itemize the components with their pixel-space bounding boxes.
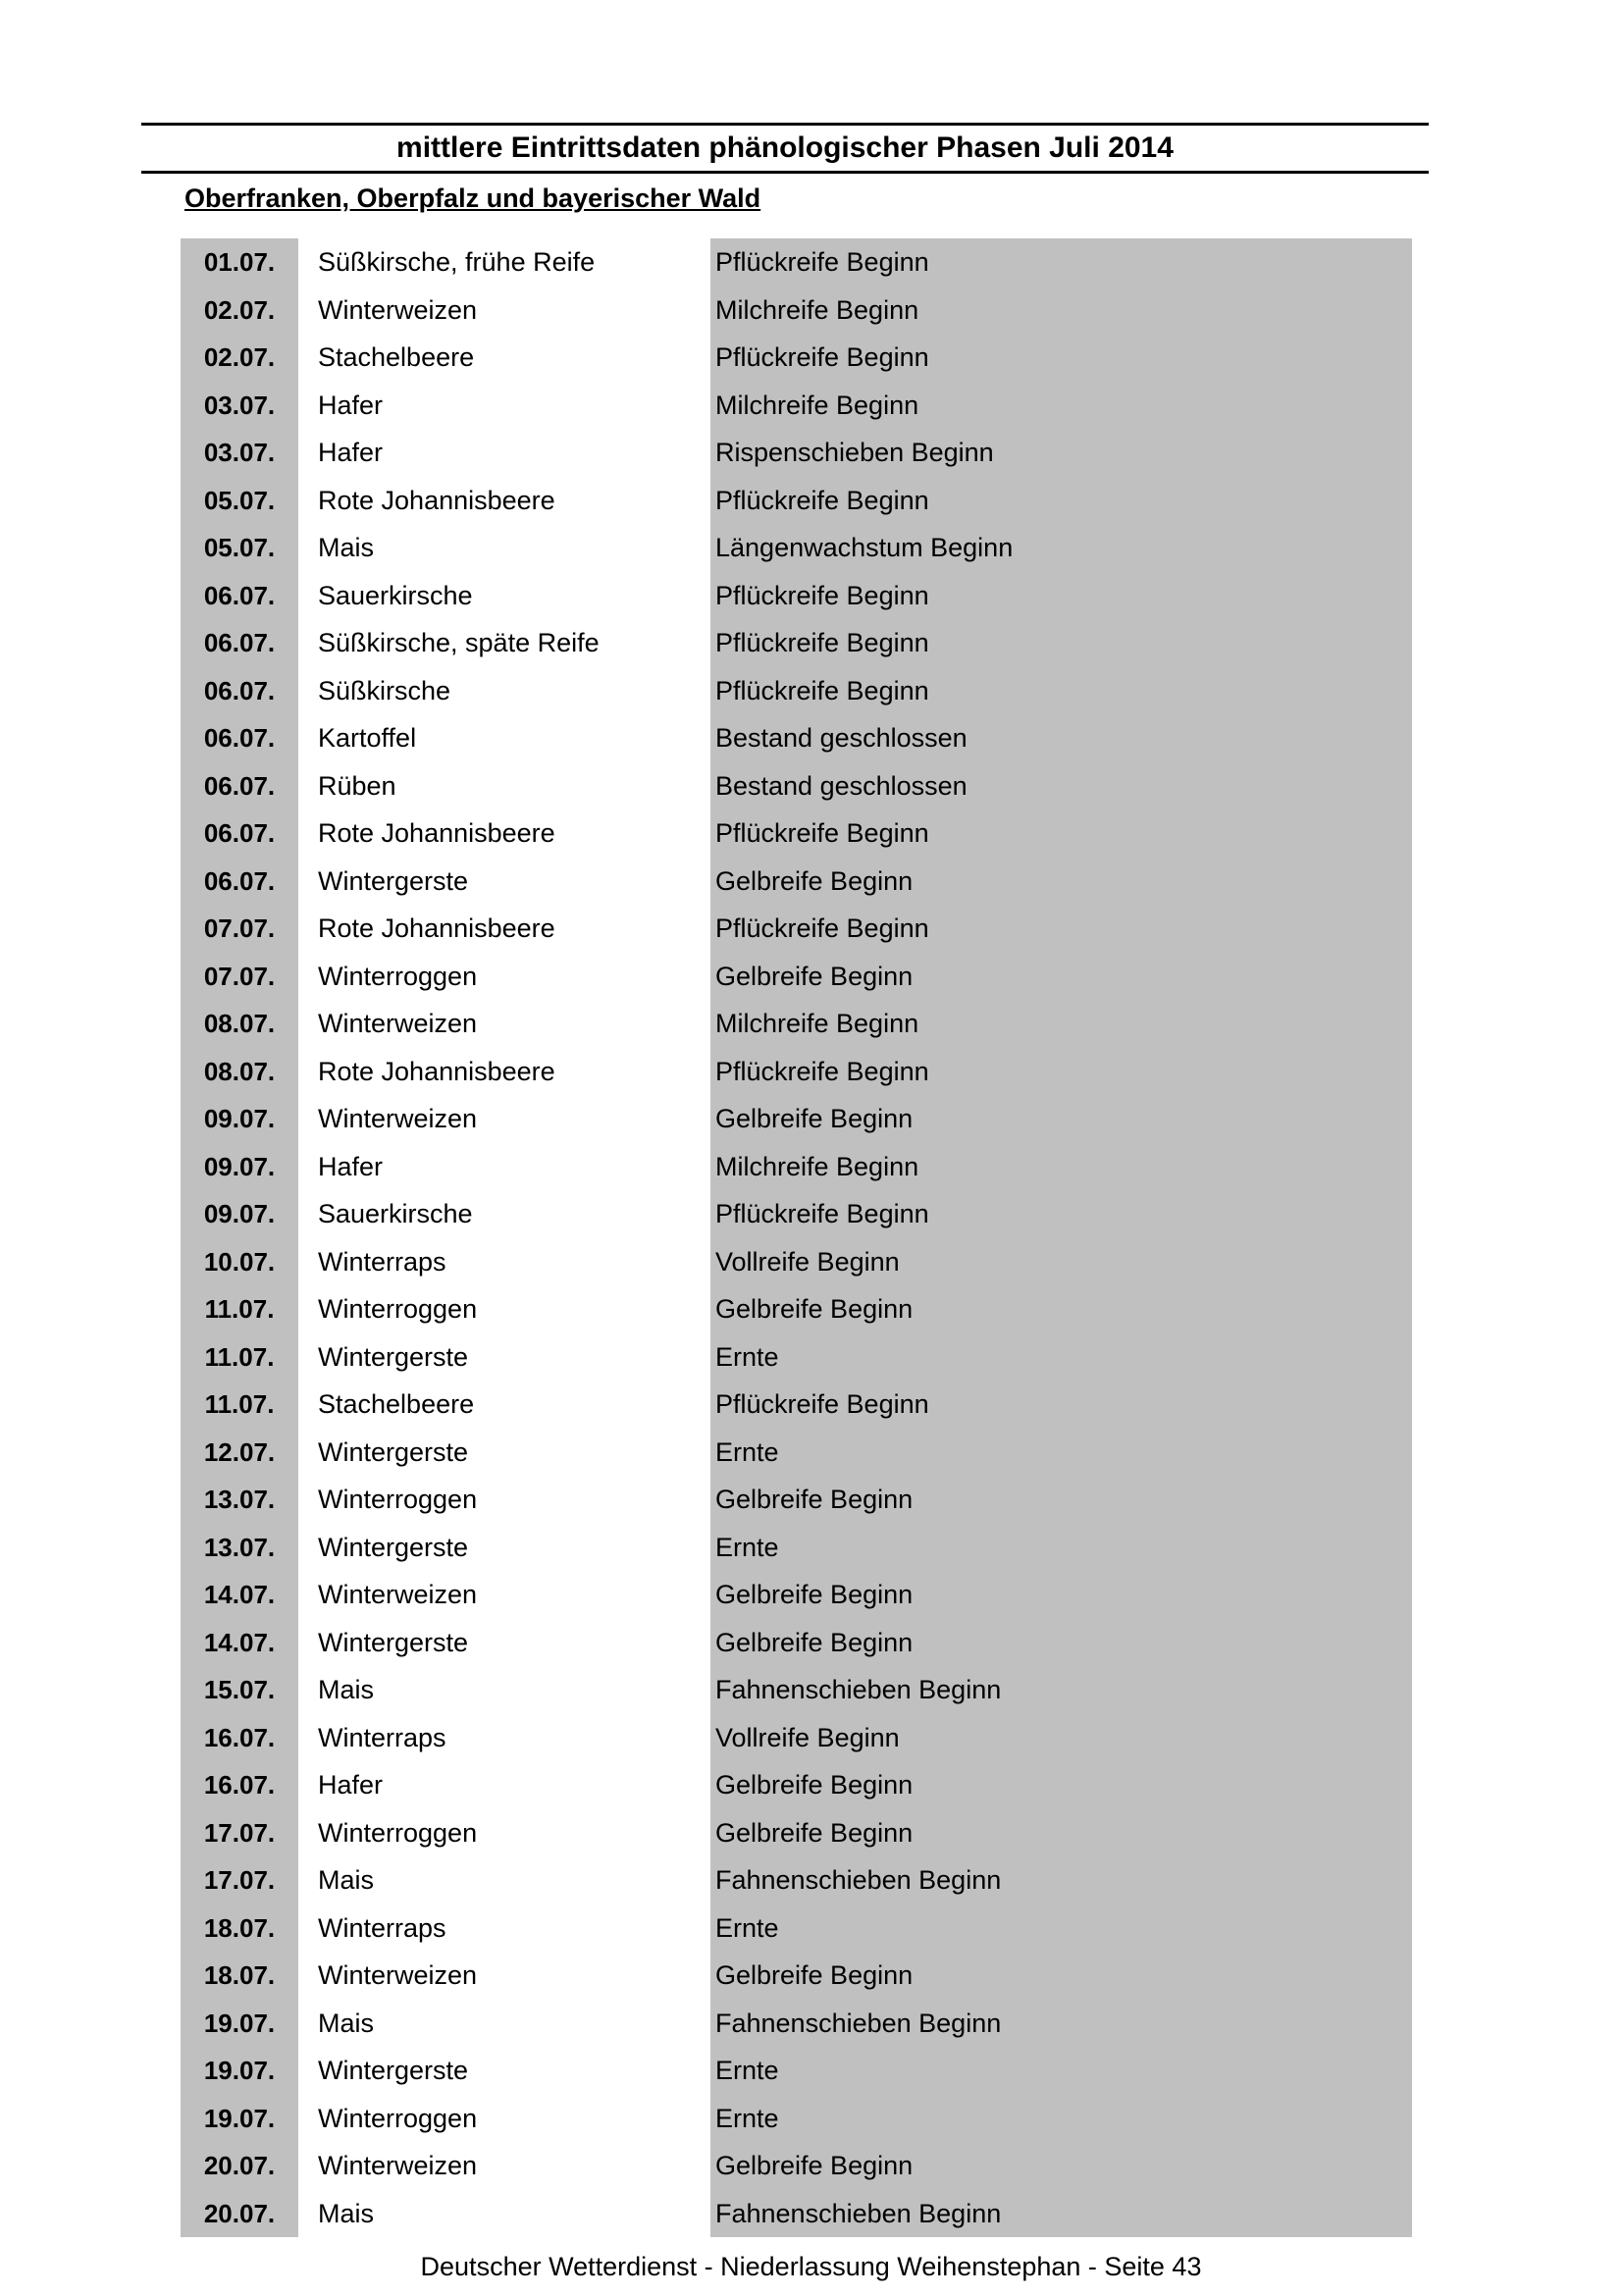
table-row (181, 905, 1412, 953)
table-row (181, 1095, 1412, 1143)
phase-cell: Pflückreife Beginn (710, 1190, 1412, 1238)
date-cell: 08.07. (181, 1000, 298, 1048)
date-cell: 15.07. (181, 1666, 298, 1714)
phase-cell: Pflückreife Beginn (710, 572, 1412, 620)
plant-cell: Winterweizen (318, 1580, 478, 1609)
date-cell: 06.07. (181, 572, 298, 620)
phase-cell: Pflückreife Beginn (710, 809, 1412, 858)
plant-cell: Wintergerste (318, 1436, 469, 1467)
phase-cell: Milchreife Beginn (710, 382, 1412, 430)
table-row (181, 1619, 1412, 1667)
date-cell: 09.07. (181, 1095, 298, 1143)
phase-cell: Milchreife Beginn (710, 1000, 1412, 1048)
date-cell: 01.07. (181, 238, 298, 287)
plant-cell: Stachelbeere (318, 342, 475, 372)
table-row (181, 1714, 1412, 1762)
phase-cell: Längenwachstum Beginn (710, 524, 1412, 572)
date-cell: 13.07. (181, 1476, 298, 1524)
plant-cell: Winterroggen (318, 1485, 478, 1514)
date-cell: 11.07. (181, 1381, 298, 1429)
phase-cell: Ernte (710, 1524, 1412, 1572)
plant-cell: Winterweizen (318, 2151, 478, 2180)
plant-cell: Hafer (318, 438, 384, 467)
table-row (181, 382, 1412, 430)
phase-cell: Bestand geschlossen (710, 714, 1412, 762)
phase-cell: Ernte (710, 1429, 1412, 1477)
phase-cell: Gelbreife Beginn (710, 858, 1412, 906)
table-row (181, 2000, 1412, 2048)
plant-cell: Sauerkirsche (318, 580, 473, 610)
plant-cell: Winterroggen (318, 1294, 478, 1324)
phase-cell: Milchreife Beginn (710, 287, 1412, 335)
table-row (181, 1476, 1412, 1524)
date-cell: 06.07. (181, 619, 298, 667)
plant-cell: Winterraps (318, 1722, 446, 1752)
date-cell: 03.07. (181, 429, 298, 477)
date-cell: 06.07. (181, 858, 298, 906)
plant-cell: Hafer (318, 1770, 384, 1800)
phase-cell: Ernte (710, 1333, 1412, 1382)
date-cell: 09.07. (181, 1190, 298, 1238)
plant-cell: Kartoffel (318, 723, 417, 753)
plant-cell: Winterraps (318, 1912, 446, 1943)
table-row (181, 1856, 1412, 1905)
plant-cell: Süßkirsche, späte Reife (318, 628, 600, 657)
date-cell: 19.07. (181, 2000, 298, 2048)
phase-cell: Gelbreife Beginn (710, 2142, 1412, 2190)
phase-cell: Gelbreife Beginn (710, 1571, 1412, 1619)
phase-cell: Gelbreife Beginn (710, 1285, 1412, 1333)
plant-cell: Rüben (318, 770, 396, 801)
table-row (181, 1238, 1412, 1286)
page-footer: Deutscher Wetterdienst - Niederlassung Weihenstephan - Seite 43 (420, 2252, 1202, 2281)
plant-cell: Rote Johannisbeere (318, 818, 555, 848)
date-cell: 14.07. (181, 1619, 298, 1667)
plant-cell: Rote Johannisbeere (318, 913, 555, 943)
table-row (181, 1190, 1412, 1238)
plant-cell: Mais (318, 533, 375, 562)
table-row (181, 1952, 1412, 2000)
phase-cell: Gelbreife Beginn (710, 953, 1412, 1001)
date-cell: 18.07. (181, 1952, 298, 2000)
table-row (181, 1809, 1412, 1857)
plant-cell: Winterroggen (318, 1817, 478, 1848)
phase-cell: Fahnenschieben Beginn (710, 2190, 1412, 2238)
plant-cell: Winterweizen (318, 294, 478, 325)
date-cell: 11.07. (181, 1285, 298, 1333)
date-cell: 19.07. (181, 2047, 298, 2095)
table-row (181, 1333, 1412, 1382)
date-cell: 06.07. (181, 809, 298, 858)
plant-cell: Mais (318, 2198, 375, 2228)
date-cell: 06.07. (181, 667, 298, 715)
phase-cell: Pflückreife Beginn (710, 334, 1412, 382)
phase-cell: Pflückreife Beginn (710, 905, 1412, 953)
plant-cell: Hafer (318, 1151, 384, 1181)
table-row (181, 477, 1412, 525)
table-row (181, 1905, 1412, 1953)
plant-cell: Süßkirsche (318, 675, 451, 705)
table-row (181, 524, 1412, 572)
date-cell: 05.07. (181, 524, 298, 572)
table-row (181, 762, 1412, 810)
date-cell: 06.07. (181, 762, 298, 810)
date-cell: 13.07. (181, 1524, 298, 1572)
table-row (181, 619, 1412, 667)
plant-cell: Sauerkirsche (318, 1199, 473, 1228)
table-row (181, 1524, 1412, 1572)
plant-cell: Wintergerste (318, 2056, 469, 2085)
region-subtitle: Oberfranken, Oberpfalz und bayerischer Wald (184, 183, 761, 213)
date-cell: 07.07. (181, 953, 298, 1001)
phase-cell: Gelbreife Beginn (710, 1095, 1412, 1143)
table-row (181, 1761, 1412, 1809)
table-row (181, 572, 1412, 620)
date-cell: 10.07. (181, 1238, 298, 1286)
plant-cell: Winterroggen (318, 961, 478, 991)
date-cell: 02.07. (181, 334, 298, 382)
date-cell: 09.07. (181, 1143, 298, 1191)
phase-cell: Vollreife Beginn (710, 1714, 1412, 1762)
table-row (181, 1666, 1412, 1714)
table-row (181, 2190, 1412, 2238)
phase-cell: Fahnenschieben Beginn (710, 1666, 1412, 1714)
plant-cell: Stachelbeere (318, 1389, 475, 1419)
phase-cell: Pflückreife Beginn (710, 477, 1412, 525)
phase-cell: Vollreife Beginn (710, 1238, 1412, 1286)
plant-cell: Mais (318, 2008, 375, 2038)
table-row (181, 334, 1412, 382)
table-row (181, 2047, 1412, 2095)
plant-cell: Mais (318, 1865, 375, 1895)
table-row (181, 1429, 1412, 1477)
plant-cell: Rote Johannisbeere (318, 1056, 555, 1086)
plant-cell: Mais (318, 1675, 375, 1704)
date-cell: 16.07. (181, 1714, 298, 1762)
table-row (181, 238, 1412, 287)
date-cell: 08.07. (181, 1048, 298, 1096)
plant-cell: Winterweizen (318, 1009, 478, 1038)
plant-cell: Winterweizen (318, 1960, 478, 1990)
date-cell: 20.07. (181, 2142, 298, 2190)
phase-cell: Rispenschieben Beginn (710, 429, 1412, 477)
phase-cell: Fahnenschieben Beginn (710, 2000, 1412, 2048)
date-cell: 17.07. (181, 1856, 298, 1905)
table-row (181, 667, 1412, 715)
phase-cell: Pflückreife Beginn (710, 1048, 1412, 1096)
table-row (181, 1571, 1412, 1619)
date-cell: 20.07. (181, 2190, 298, 2238)
title-bottom-rule (141, 171, 1429, 174)
table-row (181, 1048, 1412, 1096)
phase-cell: Pflückreife Beginn (710, 667, 1412, 715)
phase-cell: Pflückreife Beginn (710, 619, 1412, 667)
page-title: mittlere Eintrittsdaten phänologischer Phasen Juli 2014 (396, 131, 1174, 164)
plant-cell: Winterweizen (318, 1104, 478, 1133)
plant-cell: Wintergerste (318, 865, 469, 896)
date-cell: 19.07. (181, 2095, 298, 2143)
phase-cell: Gelbreife Beginn (710, 1952, 1412, 2000)
phase-cell: Milchreife Beginn (710, 1143, 1412, 1191)
table-row (181, 714, 1412, 762)
plant-cell: Hafer (318, 390, 384, 420)
plant-cell: Winterroggen (318, 2103, 478, 2133)
plant-cell: Rote Johannisbeere (318, 485, 555, 515)
date-cell: 18.07. (181, 1905, 298, 1953)
phase-cell: Gelbreife Beginn (710, 1476, 1412, 1524)
date-cell: 06.07. (181, 714, 298, 762)
plant-cell: Wintergerste (318, 1532, 469, 1562)
table-row (181, 2095, 1412, 2143)
phase-cell: Bestand geschlossen (710, 762, 1412, 810)
date-cell: 02.07. (181, 287, 298, 335)
phase-cell: Ernte (710, 2047, 1412, 2095)
date-cell: 14.07. (181, 1571, 298, 1619)
phenology-table (181, 238, 1412, 2237)
phase-cell: Ernte (710, 1905, 1412, 1953)
date-cell: 11.07. (181, 1333, 298, 1382)
date-cell: 12.07. (181, 1429, 298, 1477)
phase-cell: Gelbreife Beginn (710, 1761, 1412, 1809)
table-row (181, 1381, 1412, 1429)
plant-cell: Wintergerste (318, 1341, 469, 1372)
table-row (181, 953, 1412, 1001)
table-row (181, 858, 1412, 906)
top-rule (141, 123, 1429, 126)
plant-cell: Süßkirsche, frühe Reife (318, 247, 596, 277)
table-row (181, 1143, 1412, 1191)
phase-cell: Ernte (710, 2095, 1412, 2143)
date-cell: 07.07. (181, 905, 298, 953)
phase-cell: Pflückreife Beginn (710, 238, 1412, 287)
plant-cell: Wintergerste (318, 1627, 469, 1657)
phase-cell: Gelbreife Beginn (710, 1809, 1412, 1857)
date-cell: 16.07. (181, 1761, 298, 1809)
date-cell: 05.07. (181, 477, 298, 525)
table-row (181, 287, 1412, 335)
table-row (181, 1285, 1412, 1333)
table-row (181, 2142, 1412, 2190)
table-row (181, 1000, 1412, 1048)
phase-cell: Fahnenschieben Beginn (710, 1856, 1412, 1905)
phase-cell: Gelbreife Beginn (710, 1619, 1412, 1667)
phase-cell: Pflückreife Beginn (710, 1381, 1412, 1429)
table-row (181, 809, 1412, 858)
table-row (181, 429, 1412, 477)
plant-cell: Winterraps (318, 1246, 446, 1277)
date-cell: 17.07. (181, 1809, 298, 1857)
date-cell: 03.07. (181, 382, 298, 430)
